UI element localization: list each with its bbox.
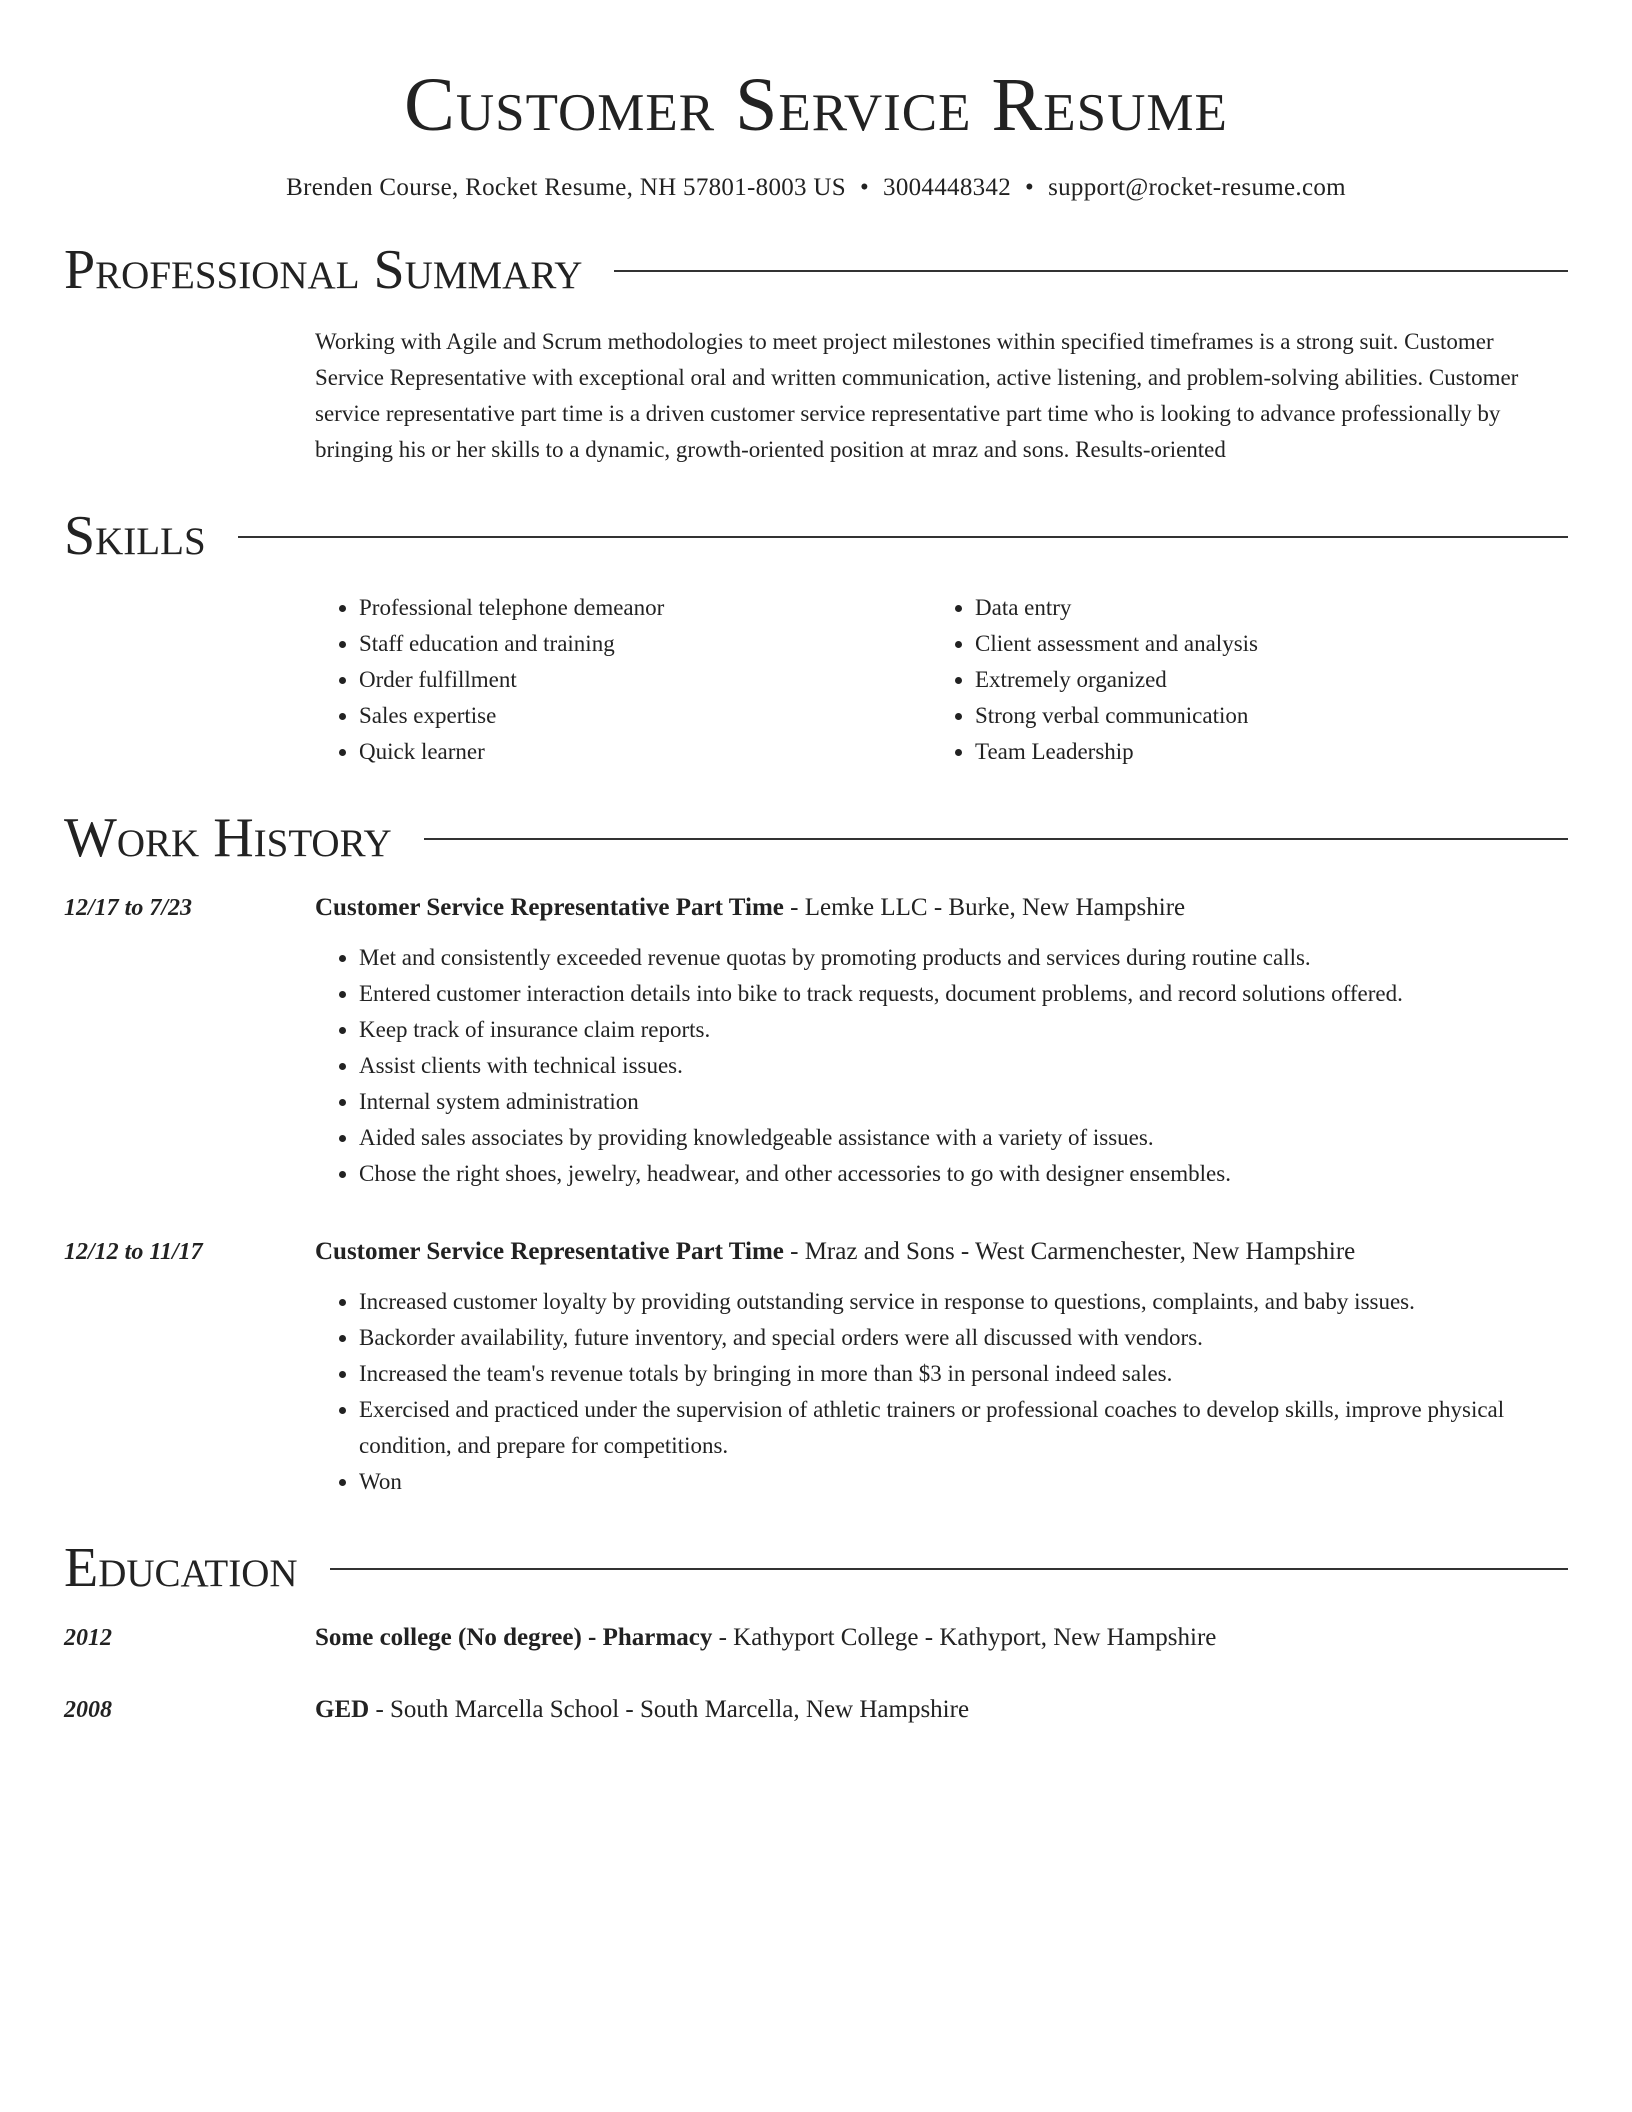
education-entry xyxy=(64,1690,1568,1730)
job-dates: 12/17 to 7/23 xyxy=(64,895,193,921)
contact-separator: • xyxy=(1025,174,1035,201)
skills-list-left xyxy=(315,590,931,770)
education-section-header xyxy=(64,1536,1568,1600)
job-bullet: • Assist clients with technical issues. xyxy=(359,1048,1568,1084)
education-heading-line xyxy=(315,1690,969,1730)
skill-item: • Strong verbal communication xyxy=(975,698,1547,734)
contact-address: Brenden Course, Rocket Resume, NH 57801-8003 US xyxy=(286,174,846,201)
education-degree: Some college (No degree) - Pharmacy xyxy=(315,1624,713,1651)
skill-item: • Order fulfillment xyxy=(359,662,931,698)
section-divider xyxy=(330,1568,1568,1570)
education-heading: Education xyxy=(64,1537,298,1599)
education-entry xyxy=(64,1618,1568,1658)
job-bullet: • Increased customer loyalty by providing outstanding service in response to questions, complaints, and baby issues. xyxy=(359,1284,1568,1320)
job-title: Customer Service Representative Part Time xyxy=(315,894,784,921)
section-divider xyxy=(424,838,1568,840)
skills-columns xyxy=(315,590,1568,770)
job-entry xyxy=(64,888,1568,1192)
job-heading xyxy=(315,888,1568,928)
job-bullets xyxy=(315,1284,1568,1500)
contact-line xyxy=(64,174,1568,202)
job-bullet: • Met and consistently exceeded revenue quotas by promoting products and services during routine calls. xyxy=(359,940,1568,976)
skill-item: • Extremely organized xyxy=(975,662,1547,698)
work-history-section xyxy=(64,806,1568,1500)
education-section xyxy=(64,1536,1568,1730)
job-title: Customer Service Representative Part Time xyxy=(315,1238,784,1265)
contact-phone: 3004448342 xyxy=(883,174,1012,201)
contact-email: support@rocket-resume.com xyxy=(1048,174,1346,201)
education-degree: GED xyxy=(315,1696,370,1723)
summary-section-header xyxy=(64,238,1568,302)
skill-item: • Team Leadership xyxy=(975,734,1547,770)
job-bullet: • Exercised and practiced under the supervision of athletic trainers or professional coaches to develop skills, improve physical condition, and prepare for competitions. xyxy=(359,1392,1568,1464)
education-school: - Kathyport College - Kathyport, New Hampshire xyxy=(712,1624,1217,1651)
summary-text: Working with Agile and Scrum methodologies to meet project milestones within specified timeframes is a strong suit. Customer Service Representative with exceptional oral and written communication, active listening, and problem-solving abilities. Customer service representative part time is a driven customer service representative part time who is looking to advance professionally by bringing his or her skills to a dynamic, growth-oriented position at mraz and sons. Results-oriented xyxy=(315,329,1519,462)
section-divider xyxy=(614,270,1568,272)
education-heading-line xyxy=(315,1618,1216,1658)
skills-section-header xyxy=(64,504,1568,568)
summary-heading: Professional Summary xyxy=(64,239,583,301)
skill-item: • Sales expertise xyxy=(359,698,931,734)
resume-title: Customer Service Resume xyxy=(404,63,1228,147)
job-heading xyxy=(315,1232,1568,1272)
summary-section xyxy=(64,238,1568,468)
job-content xyxy=(315,888,1568,1192)
job-bullet: • Keep track of insurance claim reports. xyxy=(359,1012,1568,1048)
job-entry xyxy=(64,1232,1568,1500)
section-divider xyxy=(238,536,1568,538)
skill-item: • Staff education and training xyxy=(359,626,931,662)
work-history-heading: Work History xyxy=(64,807,392,869)
job-bullet: • Backorder availability, future inventory, and special orders were all discussed with vendors. xyxy=(359,1320,1568,1356)
education-school: - South Marcella School - South Marcella, New Hampshire xyxy=(369,1696,970,1723)
job-company: - Mraz and Sons - West Carmenchester, New Hampshire xyxy=(783,1238,1356,1265)
job-bullet: • Aided sales associates by providing knowledgeable assistance with a variety of issues. xyxy=(359,1120,1568,1156)
education-year: 2008 xyxy=(64,1697,112,1723)
job-content xyxy=(315,1232,1568,1500)
job-bullet: • Internal system administration xyxy=(359,1084,1568,1120)
skill-item: • Quick learner xyxy=(359,734,931,770)
education-year: 2012 xyxy=(64,1625,112,1651)
job-bullets xyxy=(315,940,1568,1192)
job-bullet: • Entered customer interaction details into bike to track requests, document problems, and record solutions offered. xyxy=(359,976,1568,1012)
job-bullet: • Increased the team's revenue totals by bringing in more than $3 in personal indeed sales. xyxy=(359,1356,1568,1392)
skill-item: • Client assessment and analysis xyxy=(975,626,1547,662)
skill-item: • Professional telephone demeanor xyxy=(359,590,931,626)
job-dates: 12/12 to 11/17 xyxy=(64,1239,203,1265)
work-history-section-header xyxy=(64,806,1568,870)
job-company: - Lemke LLC - Burke, New Hampshire xyxy=(783,894,1186,921)
contact-separator: • xyxy=(859,174,870,201)
job-bullet: • Chose the right shoes, jewelry, headwear, and other accessories to go with designer ensembles. xyxy=(359,1156,1568,1192)
skills-heading: Skills xyxy=(64,505,206,567)
job-bullet: • Won xyxy=(359,1464,1568,1500)
skills-section xyxy=(64,504,1568,770)
skill-item: • Data entry xyxy=(975,590,1547,626)
skills-list-right xyxy=(931,590,1547,770)
